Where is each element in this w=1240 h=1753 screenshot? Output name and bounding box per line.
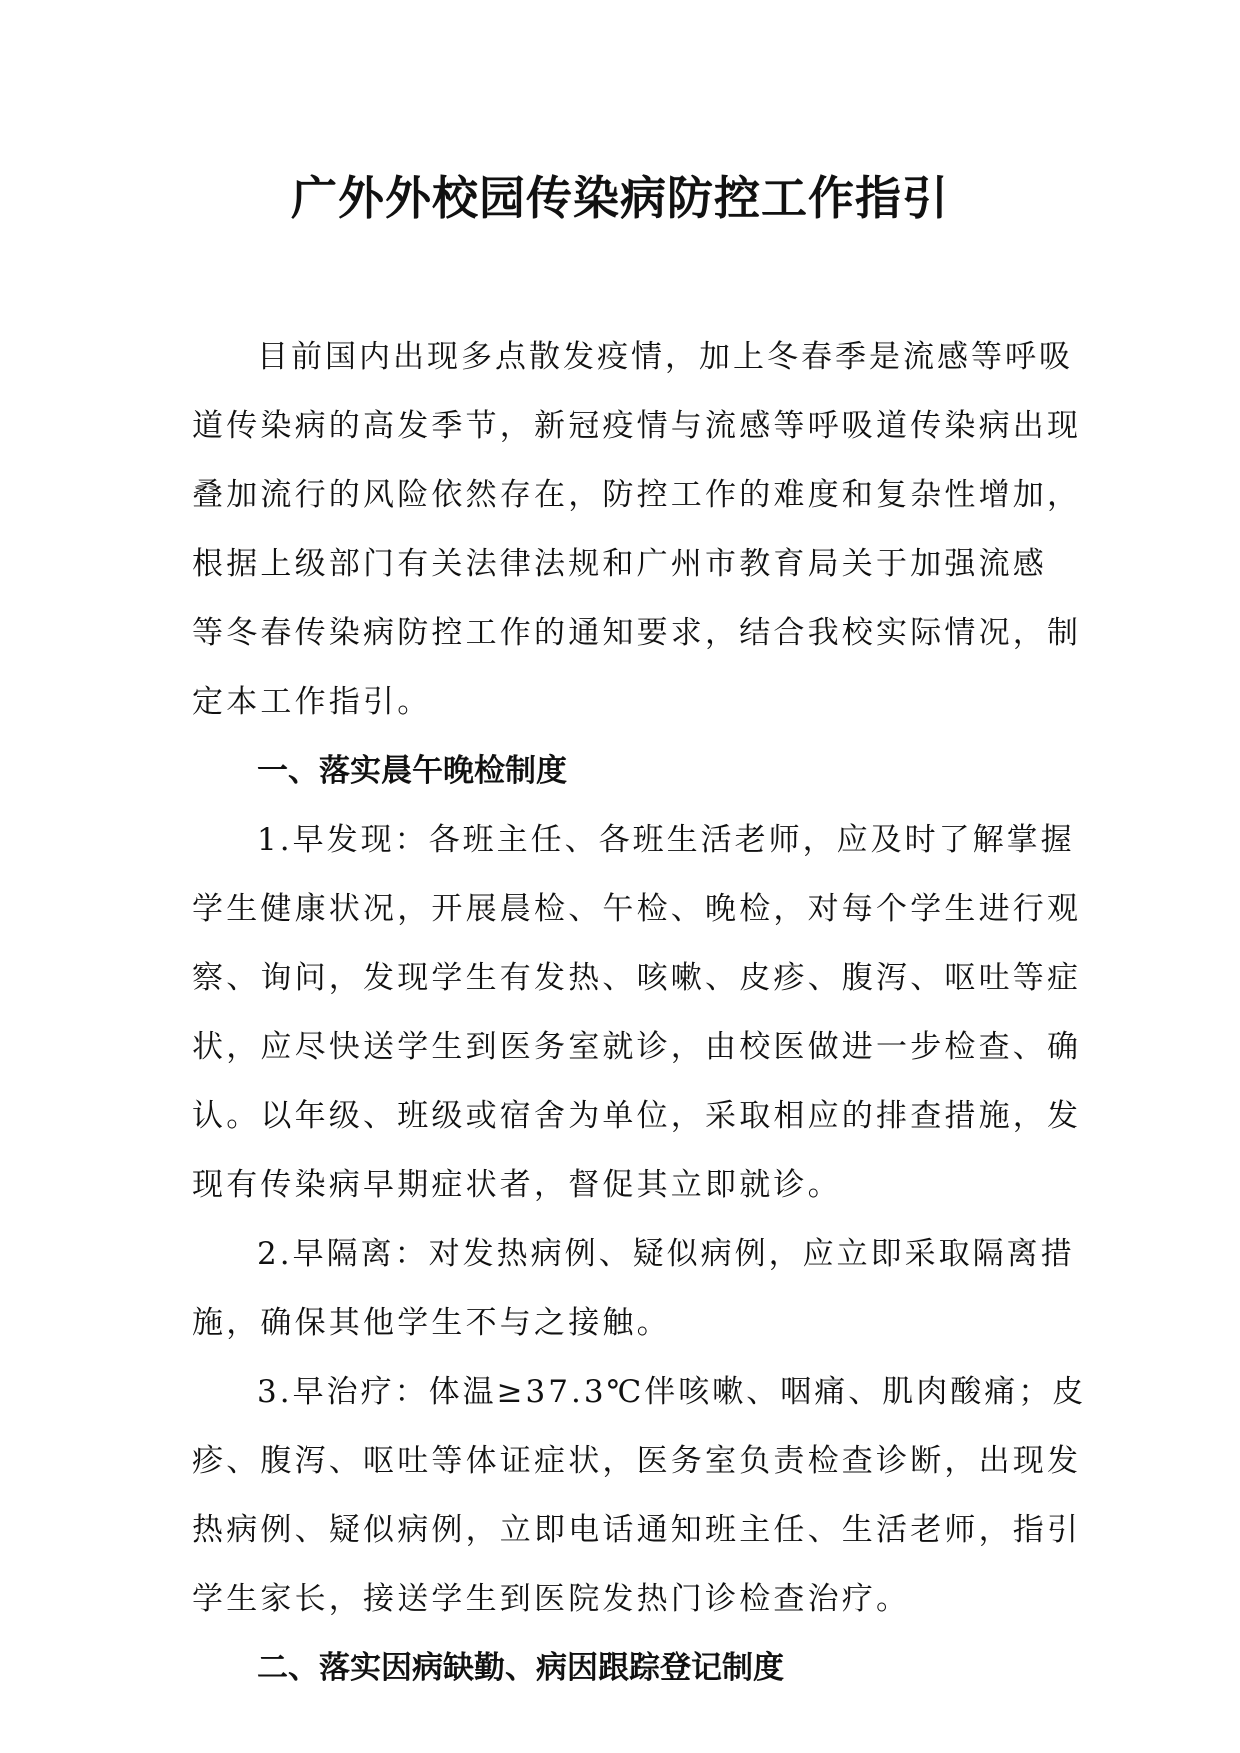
item1-line: 现有传染病早期症状者，督促其立即就诊。 [192,1167,842,1203]
item1-line: 认。以年级、班级或宿舍为单位，采取相应的排查措施，发 [192,1098,1082,1134]
intro-line: 定本工作指引。 [192,684,432,720]
intro-line: 等冬春传染病防控工作的通知要求，结合我校实际情况，制 [192,615,1082,651]
item3-line: 学生家长，接送学生到医院发热门诊检查治疗。 [192,1581,911,1617]
item1-line: 状，应尽快送学生到医务室就诊，由校医做进一步检查、确 [192,1029,1082,1065]
item3-line: 疹、腹泻、呕吐等体证症状，医务室负责检查诊断，出现发 [192,1443,1082,1479]
item1-line: 察、询问，发现学生有发热、咳嗽、皮疹、腹泻、呕吐等症 [192,960,1082,996]
intro-line: 根据上级部门有关法律法规和广州市教育局关于加强流感 [192,546,1047,582]
intro-line: 目前国内出现多点散发疫情，加上冬春季是流感等呼吸 [257,339,1073,375]
item1-line: 学生健康状况，开展晨检、午检、晚检，对每个学生进行观 [192,891,1082,927]
intro-line: 道传染病的高发季节，新冠疫情与流感等呼吸道传染病出现 [192,408,1082,444]
item2-line: 施，确保其他学生不与之接触。 [192,1305,671,1341]
intro-line: 叠加流行的风险依然存在，防控工作的难度和复杂性增加， [192,477,1082,513]
document-body [192,323,1087,1703]
item2-line: 2.早隔离：对发热病例、疑似病例，应立即采取隔离措 [257,1236,1075,1272]
item3-line: 热病例、疑似病例，立即电话通知班主任、生活老师，指引 [192,1512,1082,1548]
page-title: 广外外校园传染病防控工作指引 [291,171,949,225]
item3-line: 3.早治疗：体温≥37.3℃伴咳嗽、咽痛、肌肉酸痛；皮 [257,1374,1087,1410]
item1-line: 1.早发现：各班主任、各班生活老师，应及时了解掌握 [257,822,1075,858]
section-heading-1: 一、落实晨午晚检制度 [257,753,567,789]
section-heading-2: 二、落实因病缺勤、病因跟踪登记制度 [257,1650,784,1686]
